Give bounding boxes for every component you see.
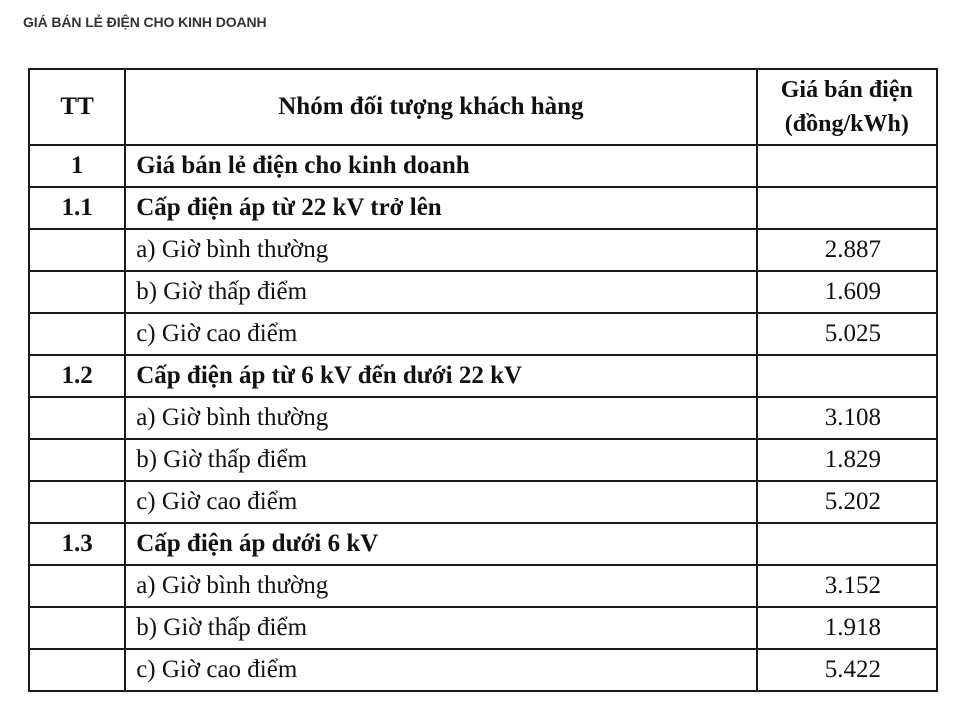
cell-tt: [29, 271, 125, 313]
table-row: [29, 229, 937, 271]
cell-price: 5.422: [757, 649, 937, 691]
table-row: [29, 313, 937, 355]
table-row: [29, 523, 937, 565]
table-row: [29, 607, 937, 649]
cell-price: [757, 355, 937, 397]
cell-group: b) Giờ thấp điểm: [125, 439, 756, 481]
cell-price: 5.202: [757, 481, 937, 523]
header-price: [757, 69, 937, 145]
table-row: [29, 355, 937, 397]
table-row: [29, 565, 937, 607]
cell-price: 5.025: [757, 313, 937, 355]
cell-group: Cấp điện áp từ 6 kV đến dưới 22 kV: [125, 355, 756, 397]
cell-tt: 1: [29, 145, 125, 187]
cell-tt: 1.2: [29, 355, 125, 397]
cell-tt: [29, 565, 125, 607]
electricity-price-table: [28, 68, 938, 692]
cell-tt: 1.1: [29, 187, 125, 229]
cell-tt: [29, 439, 125, 481]
cell-tt: [29, 607, 125, 649]
header-price-line1: Giá bán điện: [780, 77, 913, 103]
cell-tt: 1.3: [29, 523, 125, 565]
table-row: [29, 439, 937, 481]
table-row: [29, 649, 937, 691]
cell-group: c) Giờ cao điểm: [125, 649, 756, 691]
cell-group: Cấp điện áp dưới 6 kV: [125, 523, 756, 565]
table-row: [29, 145, 937, 187]
cell-tt: [29, 313, 125, 355]
cell-group: a) Giờ bình thường: [125, 397, 756, 439]
cell-price: 3.108: [757, 397, 937, 439]
cell-group: b) Giờ thấp điểm: [125, 607, 756, 649]
cell-price: 3.152: [757, 565, 937, 607]
cell-price: 1.609: [757, 271, 937, 313]
cell-tt: [29, 229, 125, 271]
cell-tt: [29, 649, 125, 691]
table-header-row: [29, 69, 937, 145]
table-row: [29, 187, 937, 229]
table-row: [29, 397, 937, 439]
page-heading: GIÁ BÁN LẺ ĐIỆN CHO KINH DOANH: [23, 14, 267, 30]
cell-group: b) Giờ thấp điểm: [125, 271, 756, 313]
cell-group: Giá bán lẻ điện cho kinh doanh: [125, 145, 756, 187]
header-price-line2: (đồng/kWh): [784, 111, 909, 137]
cell-group: c) Giờ cao điểm: [125, 481, 756, 523]
table-row: [29, 481, 937, 523]
cell-price: [757, 523, 937, 565]
table-row: [29, 271, 937, 313]
cell-price: 1.829: [757, 439, 937, 481]
cell-price: 1.918: [757, 607, 937, 649]
cell-group: Cấp điện áp từ 22 kV trở lên: [125, 187, 756, 229]
cell-price: [757, 145, 937, 187]
header-tt: TT: [29, 69, 125, 145]
cell-group: a) Giờ bình thường: [125, 565, 756, 607]
cell-group: c) Giờ cao điểm: [125, 313, 756, 355]
cell-tt: [29, 481, 125, 523]
cell-tt: [29, 397, 125, 439]
header-customer-group: Nhóm đối tượng khách hàng: [125, 69, 756, 145]
cell-group: a) Giờ bình thường: [125, 229, 756, 271]
cell-price: [757, 187, 937, 229]
cell-price: 2.887: [757, 229, 937, 271]
